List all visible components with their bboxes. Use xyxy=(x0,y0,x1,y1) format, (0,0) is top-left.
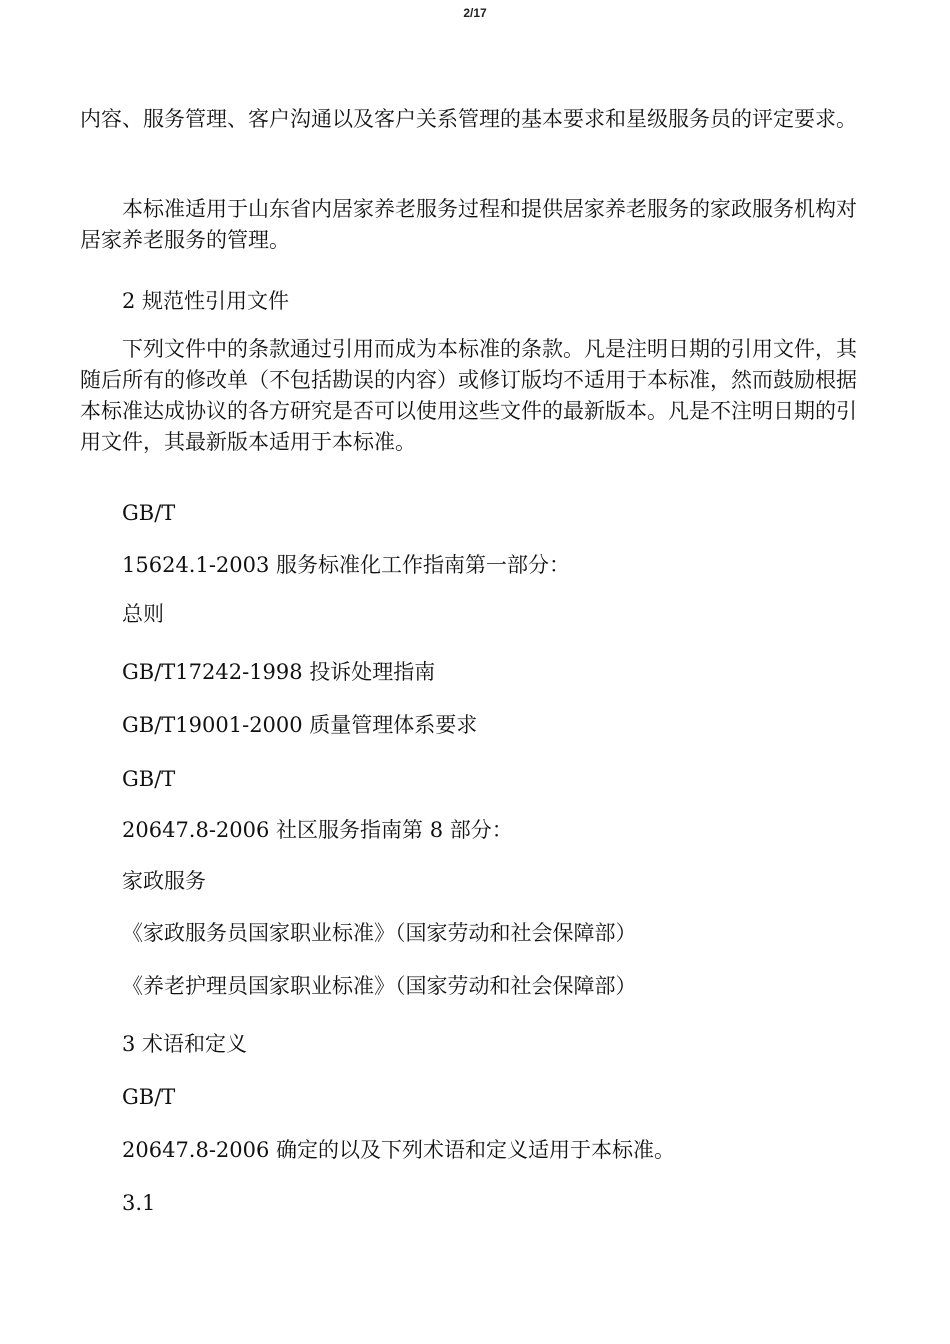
paragraph-references-intro: 下列文件中的条款通过引用而成为本标准的条款。凡是注明日期的引用文件，其随后所有的修改单（不包括勘误的内容）或修订版均不适用于本标准，然而鼓励根据本标准达成协议的各方研究是否可以使用这些文件的最新版本。凡是不注明日期的引用文件，其最新版本适用于本标准。 xyxy=(80,337,857,454)
reference-5: 《家政服务员国家职业标准》（国家劳动和社会保障部） xyxy=(122,921,637,945)
section-heading-terms-definitions: 3 术语和定义 xyxy=(122,1032,248,1056)
section-heading-normative-references: 2 规范性引用文件 xyxy=(122,289,290,313)
reference-4-title: 20647.8-2006 社区服务指南第 8 部分： xyxy=(122,818,513,842)
subsection-number: 3.1 xyxy=(122,1191,156,1215)
reference-2: GB/T17242-1998 投诉处理指南 xyxy=(122,660,436,684)
definitions-source-text: 20647.8-2006 确定的以及下列术语和定义适用于本标准。 xyxy=(122,1138,676,1162)
reference-3: GB/T19001-2000 质量管理体系要求 xyxy=(122,713,478,737)
reference-6: 《养老护理员国家职业标准》（国家劳动和社会保障部） xyxy=(122,974,637,998)
page-number: 2/17 xyxy=(463,6,487,20)
reference-1-part: 总则 xyxy=(122,602,164,626)
reference-4-part: 家政服务 xyxy=(122,869,206,893)
reference-1-title: 15624.1-2003 服务标准化工作指南第一部分： xyxy=(122,553,571,577)
reference-1-prefix: GB/T xyxy=(122,501,176,525)
definitions-source-prefix: GB/T xyxy=(122,1085,176,1109)
paragraph-scope-continued: 内容、服务管理、客户沟通以及客户关系管理的基本要求和星级服务员的评定要求。 xyxy=(80,107,857,131)
paragraph-applicability: 本标准适用于山东省内居家养老服务过程和提供居家养老服务的家政服务机构对居家养老服务的管理。 xyxy=(80,197,857,252)
reference-4-prefix: GB/T xyxy=(122,767,176,791)
